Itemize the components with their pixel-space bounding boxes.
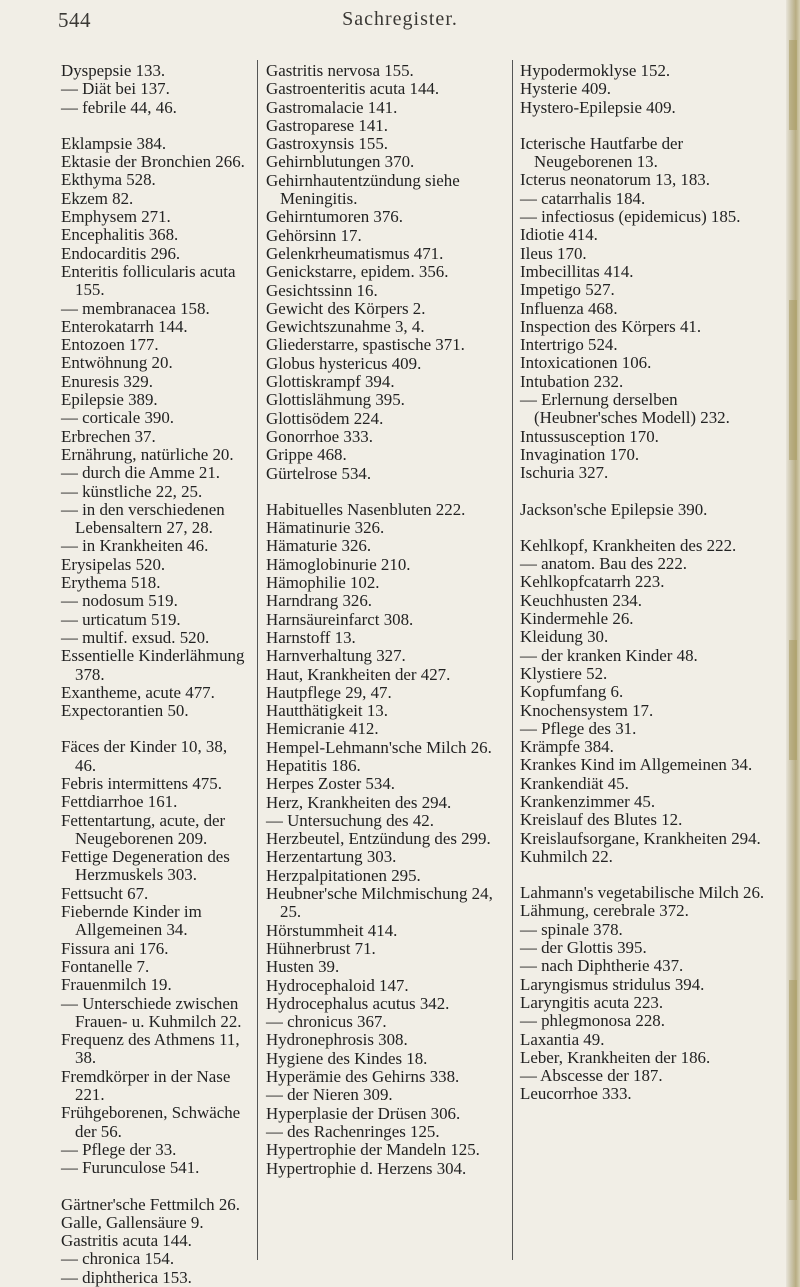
index-entry: Intertrigo 524. — [520, 335, 618, 355]
index-entry: Hämaturie 326. — [266, 536, 372, 556]
index-entry: — der Glottis 395. — [520, 938, 647, 958]
index-entry: Gürtelrose 534. — [266, 463, 372, 483]
index-entry: Laryngitis acuta 223. — [520, 992, 664, 1012]
index-entry: Dyspepsie 133. — [61, 61, 166, 80]
index-entry: — phlegmonosa 228. — [520, 1011, 665, 1031]
index-entry: Kindermehle 26. — [520, 609, 634, 629]
index-entry: — Furunculose 541. — [61, 1158, 200, 1178]
index-entry: — Untersuchung des 42. — [266, 810, 434, 830]
index-entry: Enteritis follicularis acuta 155. — [61, 261, 236, 300]
index-entry: Hygiene des Kindes 18. — [266, 1048, 428, 1068]
index-entry: — Pflege des 31. — [520, 718, 637, 738]
index-entry: — Diät bei 137. — [61, 79, 170, 99]
index-entry: Ischuria 327. — [520, 463, 609, 483]
index-entry: Gastroparese 141. — [266, 115, 388, 135]
index-entry: — diphtherica 153. — [61, 1267, 192, 1287]
index-entry: Emphysem 271. — [61, 207, 171, 227]
index-entry: — multif. exsud. 520. — [61, 627, 210, 647]
index-entry: Laryngismus stridulus 394. — [520, 974, 705, 994]
section-gap — [266, 483, 507, 501]
index-entry: Hypertrophie d. Herzens 304. — [266, 1158, 467, 1178]
index-entry: Fissura ani 176. — [61, 938, 169, 958]
index-entry: Krankendiät 45. — [520, 773, 629, 793]
index-entry: — chronica 154. — [61, 1249, 175, 1269]
index-entry: Expectorantien 50. — [61, 701, 189, 721]
index-entry: Hautpflege 29, 47. — [266, 682, 392, 702]
index-entry: Gastromalacie 141. — [266, 97, 398, 117]
section-gap — [520, 483, 770, 501]
index-entry: Gewicht des Körpers 2. — [266, 298, 426, 318]
index-entry: — in Krankheiten 46. — [61, 536, 209, 556]
index-entry: Hörstummheit 414. — [266, 920, 398, 940]
section-gap — [61, 117, 249, 135]
index-entry: Herzpalpitationen 295. — [266, 865, 421, 885]
index-entry: Harnsäureinfarct 308. — [266, 609, 414, 629]
section-gap — [520, 866, 770, 884]
index-column-1 — [61, 62, 249, 1287]
index-entry: Intubation 232. — [520, 371, 624, 391]
index-entry: Intussusception 170. — [520, 426, 659, 446]
index-entry: Frauenmilch 19. — [61, 975, 172, 995]
index-entry: Enuresis 329. — [61, 371, 153, 391]
index-entry: Globus hystericus 409. — [266, 353, 422, 373]
index-entry: Harnstoff 13. — [266, 627, 356, 647]
index-entry: Entwöhnung 20. — [61, 353, 173, 373]
index-entry: Icterus neonatorum 13, 183. — [520, 170, 710, 190]
index-entry: Galle, Gallensäure 9. — [61, 1212, 204, 1232]
index-entry: Ernährung, natürliche 20. — [61, 444, 234, 464]
index-entry: — membranacea 158. — [61, 298, 210, 318]
index-entry: Hypodermoklyse 152. — [520, 61, 671, 80]
index-entry: Hyperämie des Gehirns 338. — [266, 1067, 460, 1087]
index-entry: — Unterschiede zwischen Frauen- u. Kuhmilch 22. — [61, 993, 242, 1031]
index-entry: Heubner'sche Milchmischung 24, 25. — [266, 884, 493, 922]
index-entry: Fäces der Kinder 10, 38, 46. — [61, 737, 228, 775]
index-entry: Gastritis nervosa 155. — [266, 61, 414, 80]
index-entry: — nodosum 519. — [61, 591, 178, 611]
index-entry: Inspection des Körpers 41. — [520, 316, 702, 336]
index-entry: Harnverhaltung 327. — [266, 646, 406, 666]
index-entry: Haut, Krankheiten der 427. — [266, 664, 451, 684]
index-entry: Hyperplasie der Drüsen 306. — [266, 1103, 461, 1123]
index-entry: Gewichtszunahme 3, 4. — [266, 317, 425, 337]
index-entry: Kopfumfang 6. — [520, 682, 624, 702]
index-entry: Hydrocephaloid 147. — [266, 975, 409, 995]
index-entry: Epilepsie 389. — [61, 390, 158, 410]
index-entry: Herzbeutel, Entzündung des 299. — [266, 829, 491, 849]
index-column-3 — [520, 62, 770, 1104]
index-entry: Leucorrhoe 333. — [520, 1084, 632, 1104]
index-entry: Influenza 468. — [520, 298, 618, 318]
section-gap — [520, 519, 770, 537]
index-entry: Gliederstarre, spastische 371. — [266, 335, 465, 355]
index-entry: Frühgeborenen, Schwäche der 56. — [61, 1103, 241, 1141]
index-entry: Hämophilie 102. — [266, 573, 380, 593]
index-entry: Lahmann's vegetabilische Milch 26. — [520, 883, 765, 903]
index-entry: Enterokatarrh 144. — [61, 316, 188, 336]
index-entry: Ileus 170. — [520, 243, 587, 263]
index-entry: Ektasie der Bronchien 266. — [61, 152, 245, 172]
index-entry: Grippe 468. — [266, 445, 347, 465]
index-entry: Gehirnhautentzündung siehe Meningitis. — [266, 170, 460, 209]
index-entry: Invagination 170. — [520, 444, 640, 464]
index-entry: Endocarditis 296. — [61, 243, 181, 263]
index-entry: Hautthätigkeit 13. — [266, 701, 388, 721]
index-entry: Harndrang 326. — [266, 591, 373, 611]
index-entry: Hysterie 409. — [520, 79, 612, 99]
index-entry: Habituelles Nasenbluten 222. — [266, 499, 466, 519]
index-entry: Exantheme, acute 477. — [61, 682, 215, 702]
index-entry: Hempel-Lehmann'sche Milch 26. — [266, 737, 492, 757]
index-entry: Krämpfe 384. — [520, 737, 614, 757]
index-entry: Fettige Degeneration des Herzmuskels 303. — [61, 847, 230, 885]
index-entry: Fontanelle 7. — [61, 956, 150, 976]
index-entry: Kleidung 30. — [520, 627, 609, 647]
index-entry: Entozoen 177. — [61, 335, 159, 355]
index-entry: Hämatinurie 326. — [266, 518, 385, 538]
index-entry: Fettentartung, acute, der Neugeborenen 209. — [61, 810, 226, 848]
index-entry: Hydronephrosis 308. — [266, 1030, 408, 1050]
index-entry: Herz, Krankheiten des 294. — [266, 792, 452, 812]
index-entry: Erbrechen 37. — [61, 426, 156, 446]
page-number: 544 — [58, 8, 91, 32]
index-entry: Gärtner'sche Fettmilch 26. — [61, 1194, 240, 1214]
index-entry: — künstliche 22, 25. — [61, 481, 203, 501]
index-entry: Leber, Krankheiten der 186. — [520, 1047, 711, 1067]
index-column-2 — [266, 62, 507, 1178]
index-entry: Gastroxynsis 155. — [266, 134, 388, 154]
index-entry: Ekzem 82. — [61, 188, 134, 208]
index-entry: Gehörsinn 17. — [266, 225, 362, 245]
index-entry: — chronicus 367. — [266, 1012, 387, 1032]
index-entry: Hystero-Epilepsie 409. — [520, 97, 676, 117]
index-entry: Krankes Kind im Allgemeinen 34. — [520, 755, 753, 775]
index-entry: Idiotie 414. — [520, 225, 598, 245]
index-entry: — corticale 390. — [61, 408, 175, 428]
index-entry: — Abscesse der 187. — [520, 1066, 663, 1086]
index-entry: Glottiskrampf 394. — [266, 372, 395, 392]
index-entry: — spinale 378. — [520, 919, 623, 939]
index-entry: — Erlernung derselben (Heubner'sches Modell) 232. — [520, 390, 730, 428]
index-entry: Impetigo 527. — [520, 280, 615, 300]
index-entry: Knochensystem 17. — [520, 700, 654, 720]
index-entry: Herzentartung 303. — [266, 847, 397, 867]
index-entry: — des Rachenringes 125. — [266, 1121, 440, 1141]
index-entry: Gehirntumoren 376. — [266, 207, 403, 227]
index-entry: Erythema 518. — [61, 573, 161, 593]
index-entry: — febrile 44, 46. — [61, 97, 177, 117]
index-entry: Eklampsie 384. — [61, 133, 167, 153]
index-entry: — der kranken Kinder 48. — [520, 645, 698, 665]
index-entry: — Pflege der 33. — [61, 1139, 177, 1159]
column-divider — [257, 60, 258, 1260]
index-entry: Herpes Zoster 534. — [266, 774, 395, 794]
index-entry: Kehlkopfcatarrh 223. — [520, 572, 665, 592]
index-entry: Essentielle Kinderlähmung 378. — [61, 646, 245, 684]
page-edge-stain — [786, 0, 800, 1287]
index-entry: Keuchhusten 234. — [520, 590, 642, 610]
index-entry: Hepatitis 186. — [266, 755, 361, 775]
index-entry: Gastritis acuta 144. — [61, 1231, 192, 1251]
index-entry: Kreislaufsorgane, Krankheiten 294. — [520, 828, 761, 848]
index-entry: Gastroenteritis acuta 144. — [266, 79, 440, 99]
index-entry: — der Nieren 309. — [266, 1085, 393, 1105]
index-entry: Hämoglobinurie 210. — [266, 554, 411, 574]
index-entry: Fiebernde Kinder im Allgemeinen 34. — [61, 902, 202, 940]
index-entry: Hühnerbrust 71. — [266, 938, 376, 958]
column-divider — [512, 60, 513, 1260]
index-entry: — in den verschiedenen Lebensaltern 27, 28. — [61, 499, 225, 538]
index-entry: Intoxicationen 106. — [520, 353, 652, 373]
index-entry: Kehlkopf, Krankheiten des 222. — [520, 535, 737, 555]
index-entry: Husten 39. — [266, 957, 340, 977]
index-entry: Icterische Hautfarbe der Neugeborenen 13. — [520, 133, 684, 172]
index-entry: Imbecillitas 414. — [520, 261, 634, 281]
index-entry: — infectiosus (epidemicus) 185. — [520, 207, 741, 227]
index-entry: Kuhmilch 22. — [520, 846, 613, 866]
index-entry: Gesichtssinn 16. — [266, 280, 378, 300]
index-entry: Gehirnblutungen 370. — [266, 152, 415, 172]
index-entry: — urticatum 519. — [61, 609, 181, 629]
index-entry: Laxantia 49. — [520, 1029, 605, 1049]
index-entry: Genickstarre, epidem. 356. — [266, 262, 449, 282]
index-entry: Lähmung, cerebrale 372. — [520, 901, 689, 921]
index-entry: Erysipelas 520. — [61, 554, 166, 574]
index-entry: Encephalitis 368. — [61, 225, 179, 245]
index-entry: Febris intermittens 475. — [61, 773, 222, 793]
index-entry: Gonorrhoe 333. — [266, 426, 373, 446]
index-entry: Hydrocephalus acutus 342. — [266, 993, 450, 1013]
index-entry: Glottislähmung 395. — [266, 390, 405, 410]
index-entry: Fettsucht 67. — [61, 883, 149, 903]
index-entry: Gelenkrheumatismus 471. — [266, 243, 444, 263]
index-entry: Krankenzimmer 45. — [520, 791, 656, 811]
index-entry: Jackson'sche Epilepsie 390. — [520, 499, 708, 519]
index-entry: Kreislauf des Blutes 12. — [520, 810, 683, 830]
index-entry: Hypertrophie der Mandeln 125. — [266, 1140, 480, 1160]
section-gap — [520, 117, 770, 135]
index-entry: — anatom. Bau des 222. — [520, 554, 688, 574]
page-header-title: Sachregister. — [342, 8, 458, 30]
section-gap — [61, 720, 249, 738]
index-entry: Fettdiarrhoe 161. — [61, 792, 178, 812]
index-entry: Frequenz des Athmens 11, 38. — [61, 1030, 240, 1068]
index-entry: — catarrhalis 184. — [520, 188, 646, 208]
index-entry: Ekthyma 528. — [61, 170, 156, 190]
index-entry: Glottisödem 224. — [266, 408, 384, 428]
index-entry: Fremdkörper in der Nase 221. — [61, 1066, 231, 1105]
index-entry: Hemicranie 412. — [266, 719, 379, 739]
index-entry: — durch die Amme 21. — [61, 463, 221, 483]
index-entry: Klystiere 52. — [520, 663, 608, 683]
section-gap — [61, 1178, 249, 1196]
index-entry: — nach Diphtherie 437. — [520, 956, 684, 976]
